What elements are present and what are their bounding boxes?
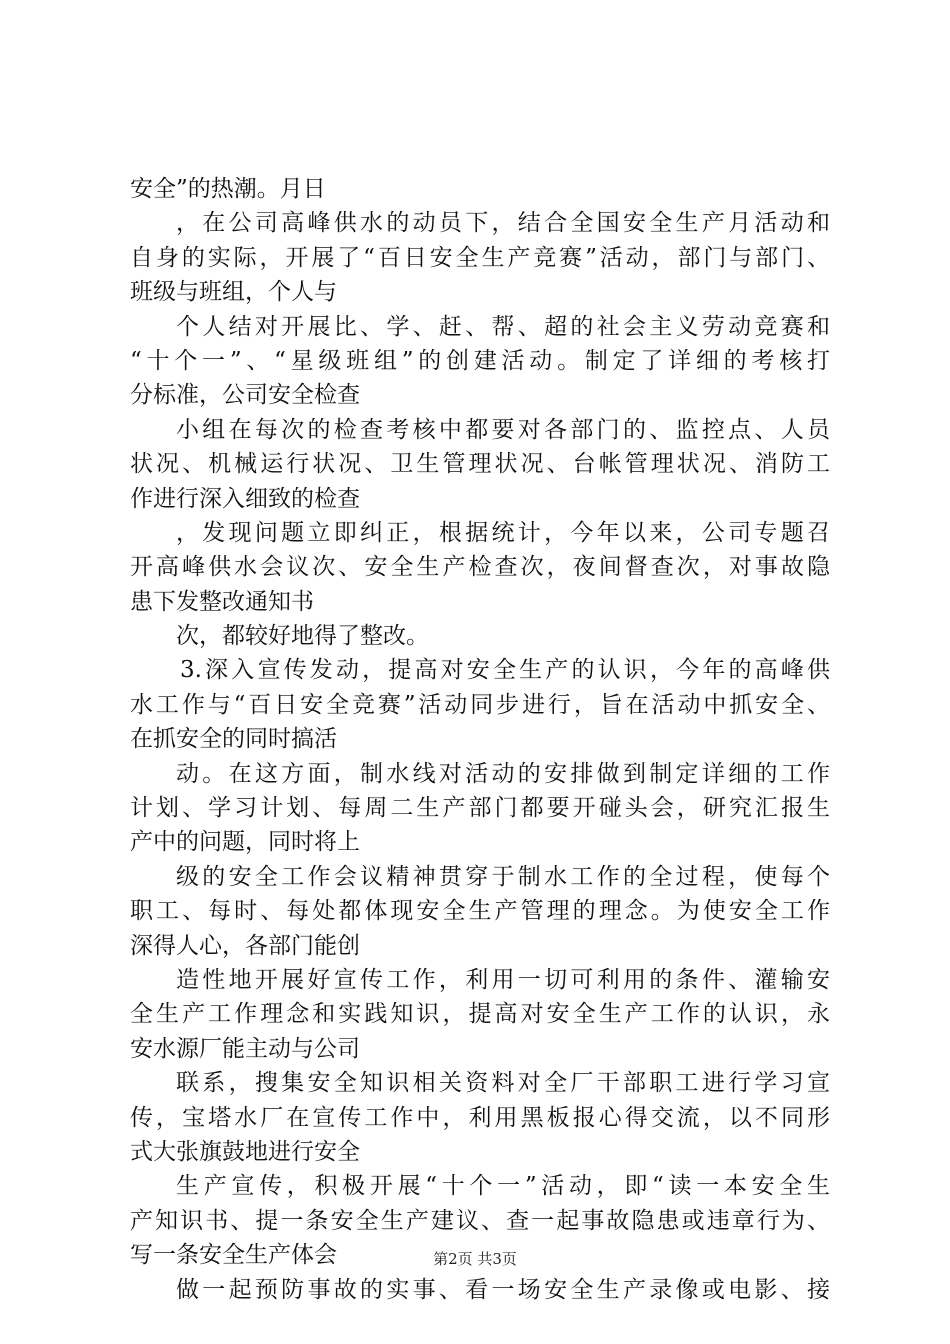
text-line: 安水源厂能主动与公司 [130,1035,360,1062]
text-line: 生产宣传，积极开展“十个一”活动，即“读一本安全生 [176,1173,830,1200]
text-line: “十个一”、“星级班组”的创建活动。制定了详细的考核打 [130,347,830,374]
text-line: 产中的问题，同时将上 [130,829,360,856]
text-line: 自身的实际，开展了“百日安全生产竞赛”活动，部门与部门、 [130,244,830,271]
text-line: 患下发整改通知书 [130,588,314,615]
body-text [130,172,830,1307]
text-line: 分标准，公司安全检查 [130,382,360,409]
text-line: 计划、学习计划、每周二生产部门都要开碰头会，研究汇报生 [130,795,830,822]
text-line: 小组在每次的检查考核中都要对各部门的、监控点、人员 [176,416,830,443]
text-line: 安全”的热潮。月日 [130,176,326,202]
text-line: 造性地开展好宣传工作，利用一切可利用的条件、灌输安 [176,966,830,993]
text-line: 次，都较好地得了整改。 [176,623,429,650]
text-line: ，发现问题立即纠正，根据统计，今年以来，公司专题召 [176,519,830,546]
text-line: 全生产工作理念和实践知识，提高对安全生产工作的认识，永 [130,1001,830,1028]
text-line: 写一条安全生产体会 [130,1242,337,1269]
text-line: 深得人心，各部门能创 [130,932,360,959]
text-line: 联系，搜集安全知识相关资料对全厂干部职工进行学习宣 [176,1070,830,1097]
text-line: 动。在这方面，制水线对活动的安排做到制定详细的工作 [176,760,830,787]
text-line: 产知识书、提一条安全生产建议、查一起事故隐患或违章行为、 [130,1207,830,1234]
text-line: 式大张旗鼓地进行安全 [130,1138,360,1165]
text-line: 3.深入宣传发动，提高对安全生产的认识，今年的高峰供 [180,657,830,684]
text-line: 在抓安全的同时搞活 [130,726,337,753]
page-footer: 第2页 共3页 [433,1250,517,1268]
text-line: 职工、每时、每处都体现安全生产管理的理念。为使安全工作 [130,898,830,925]
text-line: 班级与班组，个人与 [130,279,337,306]
text-line: 做一起预防事故的实事、看一场安全生产录像或电影、接 [176,1276,830,1303]
text-line: 状况、机械运行状况、卫生管理状况、台帐管理状况、消防工 [130,451,830,478]
text-line: 开高峰供水会议次、安全生产检查次，夜间督查次，对事故隐 [130,554,830,581]
text-line: 水工作与“百日安全竞赛”活动同步进行，旨在活动中抓安全、 [130,691,830,718]
text-line: 个人结对开展比、学、赶、帮、超的社会主义劳动竞赛和 [176,313,830,340]
text-line: 级的安全工作会议精神贯穿于制水工作的全过程，使每个 [176,863,830,890]
text-line: 传，宝塔水厂在宣传工作中，利用黑板报心得交流，以不同形 [130,1104,830,1131]
text-line: 作进行深入细致的检查 [130,485,360,512]
text-line: ，在公司高峰供水的动员下，结合全国安全生产月活动和 [176,210,830,237]
